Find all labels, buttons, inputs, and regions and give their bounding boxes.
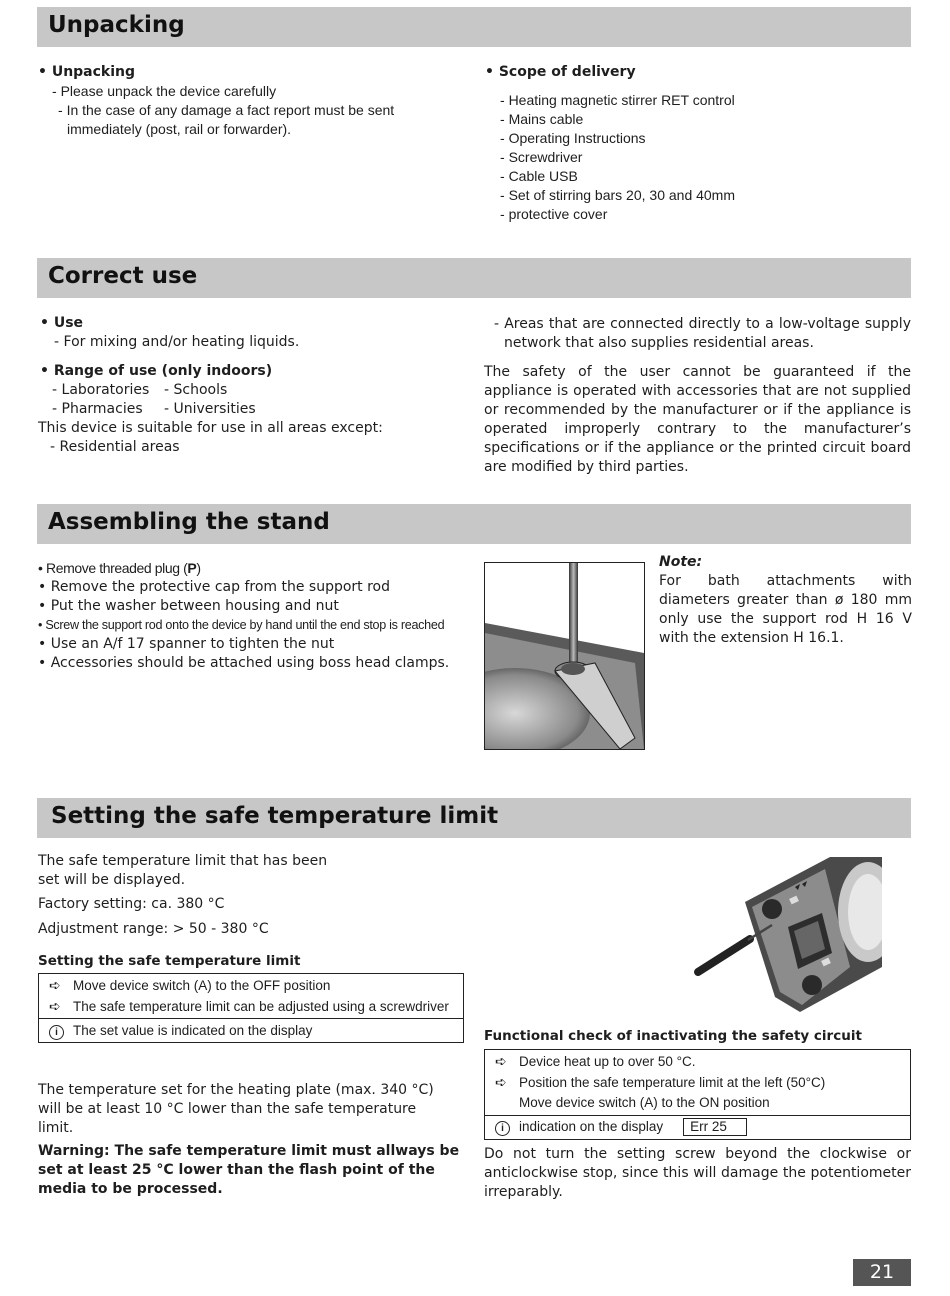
step-text: Device heat up to over 50 °C.: [519, 1054, 696, 1069]
factory-setting: Factory setting: ca. 380 °C: [38, 896, 225, 912]
screwdriver-device-image: [690, 857, 882, 1019]
suitable-text: This device is suitable for use in all areas except:: [38, 420, 383, 436]
list-item: Areas that are connected directly to a low-voltage supply network that also supplies residential areas.: [504, 316, 911, 351]
arrow-right-icon: ➪: [49, 977, 61, 993]
steps-table: [38, 973, 464, 1043]
arrow-right-icon: ➪: [495, 1053, 507, 1069]
info-text: The set value is indicated on the display: [73, 1023, 313, 1038]
use-heading: Use: [53, 315, 84, 331]
list-item: Pharmacies: [61, 401, 143, 417]
list-item: Set of stirring bars 20, 30 and 40mm: [508, 187, 736, 203]
list-item: For mixing and/or heating liquids.: [63, 334, 300, 350]
correct-use-right: - Areas that are connected directly to a low-voltage supply network that also supplies residential areas. The safety of the user cannot be guaranteed if the appliance is operated with accessories that are not supplied or recommended by the manufacturer or if the appliance is operated improperly contrary to the manufacturer’s specifications or if the appliance or the printed circuit board are modified by third parties.: [484, 316, 911, 475]
page-number: 21: [853, 1259, 911, 1286]
unpacking-heading: Unpacking: [51, 64, 136, 80]
section-title: Setting the safe temperature limit: [51, 803, 499, 829]
error-code-display: Err 25: [683, 1118, 747, 1136]
info-text: indication on the display: [519, 1118, 664, 1134]
list-item: Universities: [173, 401, 256, 417]
list-item: Screw the support rod onto the device by hand until the end stop is reached: [45, 618, 445, 632]
list-item: Accessories should be attached using boss head clamps.: [50, 655, 450, 671]
table-row: [485, 1050, 910, 1072]
warning-text: Warning: The safe temperature limit must allways be set at least 25 °C lower than the flash point of the media to be processed.: [38, 1143, 460, 1197]
check-heading: Functional check of inactivating the safety circuit: [484, 1028, 862, 1044]
table-row: [39, 974, 463, 996]
stand-steps: • Remove threaded plug (P) • Remove the protective cap from the support rod • Put the washer between housing and nut • Screw the support rod onto the device by hand until the end stop is reached • Use an A/f 17 spanner to tighten the nut • Accessories should be attached using boss head clamps.: [38, 560, 450, 671]
list-item: Use an A/f 17 spanner to tighten the nut: [50, 636, 335, 652]
sub-heading: Setting the safe temperature limit: [38, 953, 301, 969]
bullet-text: Remove threaded plug (: [46, 560, 188, 576]
scope-heading: Scope of delivery: [498, 64, 636, 80]
safety-paragraph: The safety of the user cannot be guaranteed if the appliance is operated with accessories that are not supplied or recommended by the manufacturer or if the appliance is operated improperly contrary to the manufacturer’s specifications or if the appliance or the printed circuit board are modified by third parties.: [484, 364, 911, 475]
list-item: Heating magnetic stirrer RET control: [508, 92, 735, 108]
table-row: [485, 1092, 910, 1115]
temp-intro: The safe temperature limit that has been set will be displayed.: [38, 853, 328, 888]
unpacking-left: • Unpacking - Please unpack the device carefully - In the case of any damage a fact report must be sent immediately (post, rail or forwarder).: [38, 64, 395, 137]
stand-note: [659, 553, 912, 648]
list-item: Mains cable: [508, 111, 584, 127]
info-icon: i: [49, 1025, 64, 1040]
list-item: Operating Instructions: [508, 130, 646, 146]
stand-photo: [484, 562, 645, 750]
closing-text: Do not turn the setting screw beyond the clockwise or anticlockwise stop, since this will damage the potentiometer irreparably.: [484, 1146, 911, 1200]
step-text: The safe temperature limit can be adjusted using a screwdriver: [73, 998, 449, 1014]
table-row: [485, 1072, 910, 1093]
table-row: [39, 1018, 463, 1042]
info-icon: i: [495, 1121, 510, 1136]
check-table: [484, 1049, 911, 1140]
table-row: [39, 996, 463, 1019]
adjustment-range: Adjustment range: > 50 - 380 °C: [38, 921, 269, 937]
note-title: Note:: [659, 554, 703, 570]
stand-assembly-image: [485, 563, 644, 749]
section-title: Correct use: [48, 263, 198, 289]
list-item: protective cover: [508, 206, 608, 222]
range-heading: Range of use (only indoors): [53, 363, 273, 379]
list-item: Remove the protective cap from the support rod: [50, 579, 391, 595]
section-header-stand: [37, 504, 911, 544]
plate-text: The temperature set for the heating plate (max. 340 °C) will be at least 10 °C lower than the safe temperature limit.: [38, 1082, 434, 1136]
list-item: Laboratories: [61, 382, 150, 398]
list-item: Residential areas: [59, 439, 180, 455]
list-item: Cable USB: [508, 168, 578, 184]
list-item: In the case of any damage a fact report must be sent immediately (post, rail or forwarder).: [66, 102, 395, 137]
step-text: Move device switch (A) to the ON position: [519, 1095, 770, 1110]
list-item: Please unpack the device carefully: [60, 83, 277, 99]
scope-of-delivery: • Scope of delivery - Heating magnetic stirrer RET control - Mains cable - Operating Instructions - Screwdriver - Cable USB - Set of stirring bars 20, 30 and 40mm - protective cover: [485, 64, 736, 222]
note-text: For bath attachments with diameters greater than ø 180 mm only use the support rod H 16 V with the extension H 16.1.: [659, 573, 912, 646]
section-title: Assembling the stand: [48, 509, 330, 535]
step-text: Position the safe temperature limit at the left (50°C): [519, 1074, 826, 1090]
list-item: Schools: [173, 382, 228, 398]
arrow-right-icon: ➪: [495, 1073, 507, 1090]
section-header-unpacking: [37, 7, 911, 47]
arrow-right-icon: ➪: [49, 997, 61, 1014]
correct-use-left: • Use - For mixing and/or heating liquids. • Range of use (only indoors) - Laboratories - Pharmacies - Schools - Universities This device is suitable for use in all areas except: - Residential areas: [38, 314, 468, 457]
device-photo: [690, 857, 882, 1019]
step-text: Move device switch (A) to the OFF position: [73, 978, 331, 993]
bullet-text-bold: P: [187, 560, 197, 576]
section-header-temperature: [37, 798, 911, 838]
list-item: Screwdriver: [508, 149, 583, 165]
section-header-correct-use: [37, 258, 911, 298]
list-item: Put the washer between housing and nut: [50, 598, 339, 614]
section-title: Unpacking: [48, 12, 185, 38]
table-row: [485, 1115, 910, 1139]
